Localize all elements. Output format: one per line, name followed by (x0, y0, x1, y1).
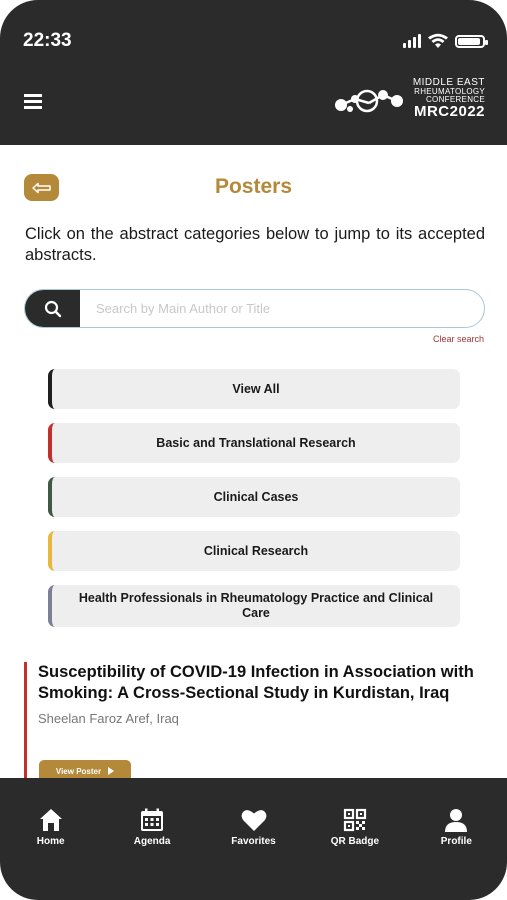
heart-icon (241, 808, 267, 832)
poster-author: Sheelan Faroz Aref, Iraq (38, 711, 179, 726)
category-view-all[interactable]: View All (48, 369, 460, 409)
logo-line-4: MRC2022 (413, 103, 485, 120)
tab-profile[interactable] (406, 778, 507, 900)
category-clinical-cases[interactable]: Clinical Cases (48, 477, 460, 517)
wifi-icon (427, 33, 449, 49)
signal-icon (403, 34, 421, 48)
intro-text: Click on the abstract categories below to jump to its accepted abstracts. (25, 225, 485, 264)
search-input[interactable] (80, 289, 484, 328)
logo-line-2: RHEUMATOLOGY (414, 87, 485, 96)
tab-qr-badge[interactable] (304, 778, 405, 900)
clear-search-link[interactable]: Clear search (432, 334, 484, 344)
bottom-tab-bar (0, 778, 507, 900)
tab-favorites[interactable] (203, 778, 304, 900)
poster-card (24, 662, 484, 782)
conference-logo (333, 78, 485, 119)
calendar-icon (140, 808, 164, 832)
qr-code-icon (343, 808, 367, 832)
category-health-professionals[interactable]: Health Professionals in Rheumatology Practice and Clinical Care (48, 585, 460, 627)
view-poster-label: View Poster (55, 766, 102, 776)
tab-agenda[interactable] (101, 778, 202, 900)
tab-home-label: Home (36, 836, 65, 847)
tab-home[interactable] (0, 778, 101, 900)
page-title: Posters (214, 175, 293, 198)
molecule-logo-icon (333, 81, 409, 117)
home-icon (39, 808, 63, 832)
person-icon (444, 808, 468, 832)
category-basic-translational[interactable]: Basic and Translational Research (48, 423, 460, 463)
hamburger-menu-icon[interactable] (24, 94, 42, 112)
poster-title: Susceptibility of COVID-19 Infection in Association with Smoking: A Cross-Sectional Study in Kurdistan, Iraq (38, 663, 474, 702)
app-header (0, 0, 507, 145)
tab-agenda-label: Agenda (133, 836, 171, 847)
status-icons (403, 33, 485, 49)
search-bar (24, 289, 485, 328)
tab-qr-badge-label: QR Badge (330, 836, 380, 847)
logo-line-3: CONFERENCE (425, 95, 485, 104)
tab-favorites-label: Favorites (231, 836, 276, 847)
search-icon (44, 300, 62, 318)
battery-icon (455, 35, 485, 48)
tab-profile-label: Profile (440, 836, 472, 847)
play-arrow-icon (108, 767, 114, 775)
status-time: 22:33 (23, 30, 72, 51)
search-button[interactable] (25, 290, 80, 327)
category-list (48, 369, 460, 641)
logo-line-1: MIDDLE EAST (412, 77, 485, 88)
category-clinical-research[interactable]: Clinical Research (48, 531, 460, 571)
